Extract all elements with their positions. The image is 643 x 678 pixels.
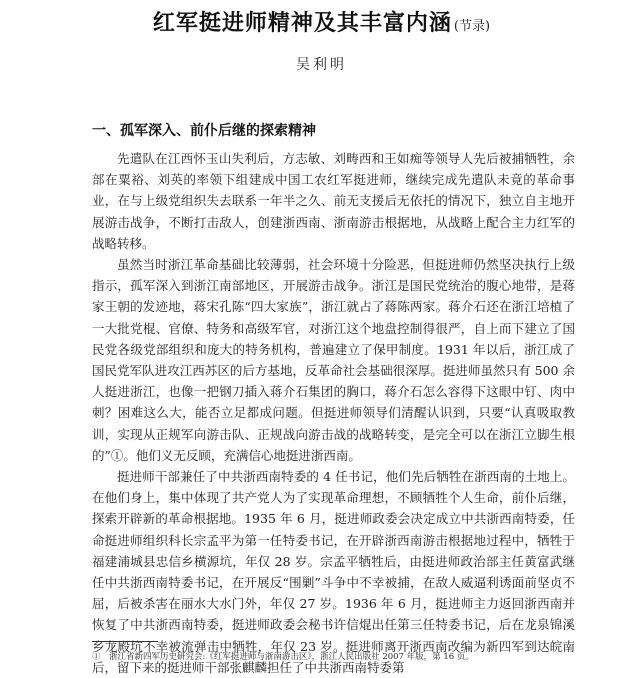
footnote: ① 浙江省新四军历史研究会:《红军挺进师与浙南游击区》，浙江人民出版社 2007 年版，第 16 页。 [92,652,474,662]
body-text [92,148,575,678]
section-heading: 一、孤军深入、前仆后继的探索精神 [92,123,316,139]
paragraph-2: 虽然当时浙江革命基础比较薄弱，社会环境十分险恶，但挺进师仍然坚决执行上级指示，孤军深入到浙江南部地区，开展游击战争。浙江是国民党统治的腹心地带，是蒋家王朝的发迹地，蒋宋孔陈“四大家族”，浙江就占了蒋陈两家。蒋介石还在浙江培植了一大批党棍、官僚、特务和高级军官，对浙江这个地盘控制得很严，自上而下建立了国民党各级党部组织和庞大的特务机构，普遍建立了保甲制度。1931 年以后，浙江成了国民党军队进攻江西苏区的后方基地，反革命社会基础很深厚。挺进师虽然只有 500 余人挺进浙江，也像一把钢刀插入蒋介石集团的胸口，蒋介石怎么容得下这眼中钉、肉中刺？困难这么大，能否立足都成问题。但挺进师领导们清醒认识到，只要“认真吸取教训，实现从正规军向游击队、正规战向游击战的战略转变，是完全可以在浙江立脚生根的”①。他们义无反顾，充满信心地挺进浙西南。 [92,257,575,463]
paragraph-3: 挺进师干部兼任了中共浙西南特委的 4 任书记，他们先后牺牲在浙西南的土地上。在他们身上，集中体现了共产党人为了实现革命理想，不顾牺牲个人生命，前仆后继，探索开辟新的革命根据地。1935 年 6 月，挺进师政委会决定成立中共浙西南特委，任命挺进师组织科长宗孟平为第一任特委书记，在开辟浙西南游击根据地过程中，牺牲于福建浦城县忠信乡横源坑，年仅 28 岁。宗孟平牺牲后，由挺进师政治部主任黄富武继任中共浙西南特委书记，在开展反“围剿”斗争中不幸被捕，在敌人威逼利诱面前坚贞不屈，后被杀害在丽水大水门外，年仅 27 岁。1936 年 6 月，挺进师主力返回浙西南并恢复了中共浙西南特委，挺进师政委会秘书许信焜出任第三任特委书记，后在龙泉锦溪乡龙殿坑不幸被流弹击中牺牲，年仅 23 岁。挺进师离开浙西南改编为新四军到达皖南后，留下来的挺进师干部张麒麟担任了中共浙西南特委第 [92,469,575,675]
title-note: (节录) [453,19,491,34]
author-name: 吴利明 [296,57,347,73]
footnote-divider [92,641,158,642]
paragraph-1: 先遣队在江西怀玉山失利后，方志敏、刘畴西和王如痴等领导人先后被捕牺牲，余部在粟裕、刘英的率领下组建成中国工农红军挺进师，继续完成先遣队未竟的革命事业，在与上级党组织失去联系一年半之久、前无支援后无依托的情况下，独立自主地开展游击战争，不断打击敌人，创建浙西南、浙南游击根据地，从战略上配合主力红军的战略转移。 [92,151,575,251]
title-row [0,6,643,37]
article-title: 红军挺进师精神及其丰富内涵 [152,10,452,36]
